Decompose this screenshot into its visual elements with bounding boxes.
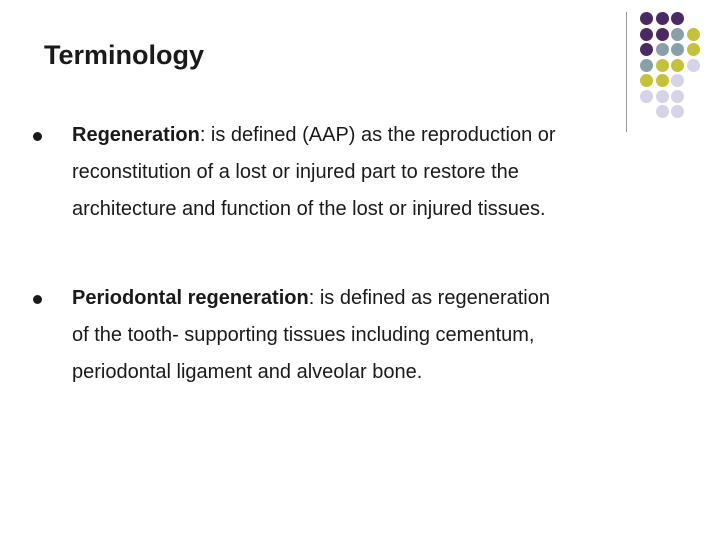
bullet-icon bbox=[33, 132, 42, 141]
slide-title: Terminology bbox=[44, 40, 205, 70]
decorative-dot bbox=[687, 59, 700, 72]
bullet-line: reconstitution of a lost or injured part to restore the bbox=[72, 161, 519, 183]
definition-text: : is defined as regeneration bbox=[308, 287, 550, 309]
bullet-line bbox=[72, 280, 672, 317]
decorative-dot-grid bbox=[636, 12, 720, 120]
decorative-dot bbox=[656, 59, 669, 72]
decorative-dot bbox=[671, 59, 684, 72]
bullet-periodontal-regeneration bbox=[72, 280, 672, 391]
term-label: Regeneration bbox=[72, 124, 200, 146]
bullet-line bbox=[72, 117, 672, 154]
definition-text: : is defined (AAP) as the reproduction or bbox=[199, 124, 556, 146]
decorative-dot bbox=[671, 43, 684, 56]
bullet-line: of the tooth- supporting tissues including cementum, bbox=[72, 324, 535, 346]
decorative-dot bbox=[640, 12, 653, 25]
bullet-regeneration bbox=[72, 117, 672, 228]
decorative-dot bbox=[671, 105, 684, 118]
decorative-dot bbox=[640, 59, 653, 72]
decorative-dot bbox=[640, 28, 653, 41]
decorative-dot bbox=[640, 90, 653, 103]
decorative-dot bbox=[687, 43, 700, 56]
term-label: Periodontal regeneration bbox=[72, 287, 309, 309]
decorative-dot bbox=[687, 28, 700, 41]
decorative-dot bbox=[656, 12, 669, 25]
decorative-dot bbox=[671, 74, 684, 87]
decorative-dot bbox=[656, 43, 669, 56]
decorative-dot bbox=[671, 12, 684, 25]
bullet-line: architecture and function of the lost or injured tissues. bbox=[72, 198, 546, 220]
decorative-dot bbox=[656, 74, 669, 87]
decorative-dot bbox=[640, 43, 653, 56]
decorative-dot bbox=[640, 74, 653, 87]
bullet-icon bbox=[33, 295, 42, 304]
decorative-dot bbox=[656, 28, 669, 41]
decorative-dot bbox=[656, 90, 669, 103]
decorative-vertical-line bbox=[626, 12, 627, 132]
decorative-dot bbox=[671, 28, 684, 41]
decorative-dot bbox=[671, 90, 684, 103]
bullet-line: periodontal ligament and alveolar bone. bbox=[72, 361, 423, 383]
